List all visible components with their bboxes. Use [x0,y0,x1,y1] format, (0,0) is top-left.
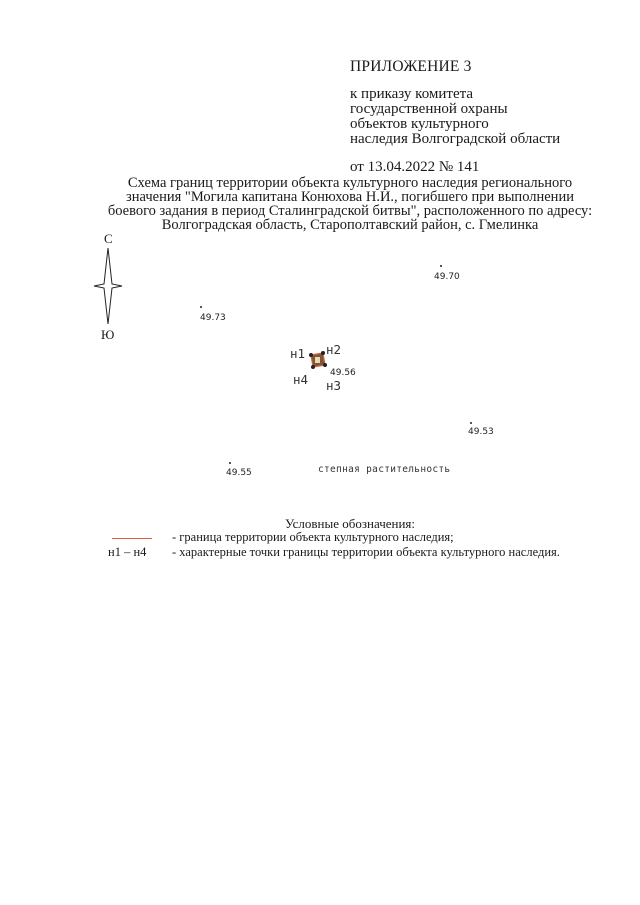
order-reference [350,87,560,147]
elevation-mark: 49.55 [226,468,252,478]
elevation-mark: 49.70 [434,272,460,282]
scheme-title [90,176,610,232]
compass-south-label: Ю [101,327,115,342]
appendix-header [350,58,560,176]
legend-title: Условные обозначения: [285,516,416,531]
elevation-mark: 49.56 [330,368,356,378]
order-line: наследия Волгоградской области [350,131,561,147]
boundary-point-n3 [323,363,327,367]
boundary-point-n4 [311,365,315,369]
order-line: к приказу комитета [350,86,474,102]
compass-icon [92,246,124,326]
legend-item-symbol: н1 – н4 [108,545,147,559]
order-date: от 13.04.2022 № 141 [350,159,480,175]
legend-boundary-line [112,538,152,539]
elevation-mark: 49.73 [200,313,226,323]
scheme-title-line: Волгоградская область, Старополтавский район, с. Гмелинка [161,217,539,233]
appendix-title: ПРИЛОЖЕНИЕ 3 [350,58,472,75]
scheme-title-line: Схема границ территории объекта культурного наследия регионального [127,175,573,191]
compass-north-label: С [104,231,113,246]
elevation-dot [200,306,202,308]
legend-item-text: - граница территории объекта культурного наследия; [172,530,454,544]
boundary-point-n1 [309,353,313,357]
elevation-mark: 49.53 [468,427,494,437]
order-line: государственной охраны [350,101,508,117]
point-label-n2: н2 [326,342,342,357]
grave-marker [315,357,320,363]
point-label-n3: н3 [326,378,342,393]
elevation-dot [229,462,231,464]
elevation-dot [440,265,442,267]
vegetation-label: степная растительность [318,464,451,475]
point-label-n1: н1 [290,346,306,361]
boundary-point-n2 [321,351,325,355]
scheme-title-line: значения "Могила капитана Конюхова Н.И., погибшего при выполнении [126,189,574,205]
point-label-n4: н4 [293,372,309,387]
legend-item-text: - характерные точки границы территории объекта культурного наследия. [172,545,560,559]
elevation-dot [470,422,472,424]
scheme-title-line: боевого задания в период Сталинградской битвы", расположенного по адресу: [107,203,593,219]
order-line: объектов культурного [350,116,489,132]
